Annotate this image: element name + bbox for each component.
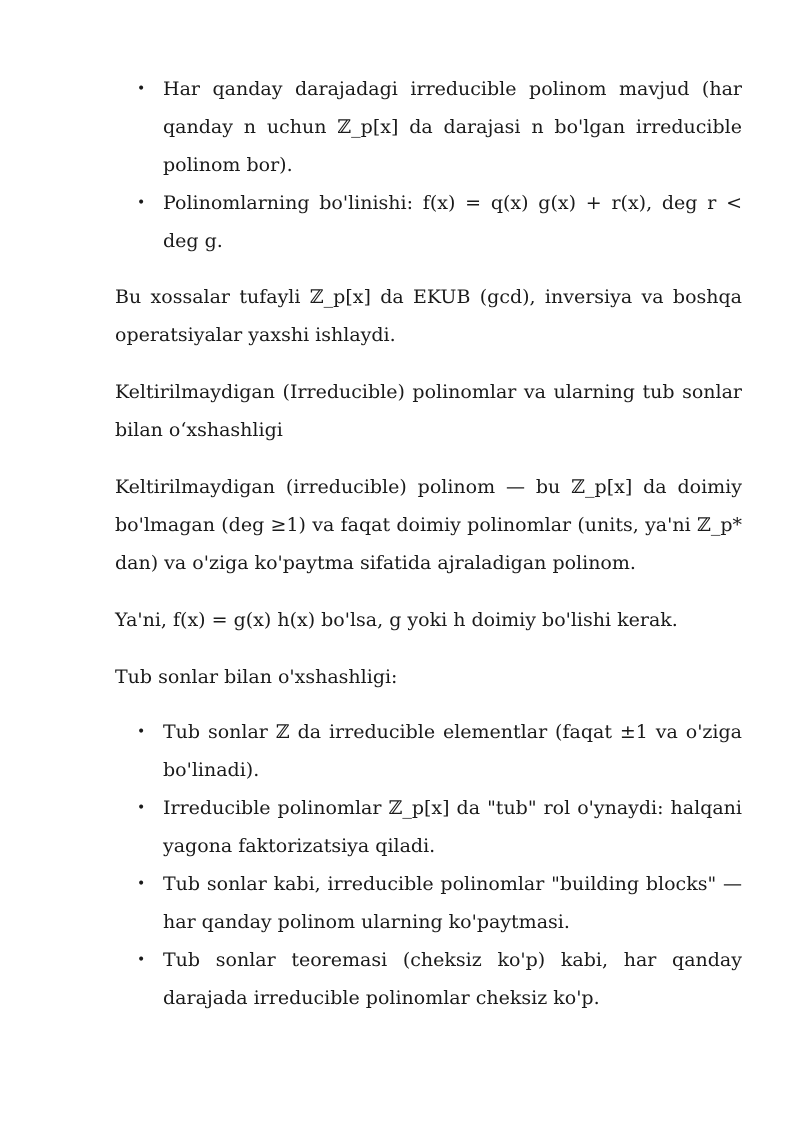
list-item [115, 184, 742, 260]
document-page [115, 70, 742, 1017]
paragraph-definition: Keltirilmaydigan (irreducible) polinom — bu ℤ_p[x] da doimiy bo'lmagan (deg ≥1) va faqat doimiy polinomlar (units, ya'ni ℤ_p* dan) va o'ziga ko'paytma sifatida ajraladigan polinom. [115, 476, 742, 574]
bullet-icon: • [137, 724, 146, 740]
list-item-text: Irreducible polinomlar ℤ_p[x] da "tub" rol o'ynaydi: halqani yagona faktorizatsiya qiladi. [163, 797, 742, 857]
bullet-icon: • [137, 81, 146, 97]
paragraph-properties-summary: Bu xossalar tufayli ℤ_p[x] da EKUB (gcd), inversiya va boshqa operatsiyalar yaxshi ishlaydi. [115, 286, 742, 346]
property-list [115, 70, 742, 260]
bullet-icon: • [137, 195, 146, 211]
list-item [115, 865, 742, 941]
list-item-text: Polinomlarning bo'linishi: f(x) = q(x) g(x) + r(x), deg r < deg g. [163, 192, 742, 252]
paragraph-factorization: Ya'ni, f(x) = g(x) h(x) bo'lsa, g yoki h doimiy bo'lishi kerak. [115, 609, 678, 631]
section-heading: Keltirilmaydigan (Irreducible) polinomlar va ularning tub sonlar bilan o‘xshashligi [115, 381, 742, 441]
list-item [115, 70, 742, 184]
bullet-icon: • [137, 800, 146, 816]
bullet-icon: • [137, 876, 146, 892]
analogy-list [115, 713, 742, 1017]
paragraph-analogy-intro: Tub sonlar bilan o'xshashligi: [115, 666, 398, 688]
list-item [115, 713, 742, 789]
list-item [115, 789, 742, 865]
bullet-icon: • [137, 952, 146, 968]
list-item [115, 941, 742, 1017]
list-item-text: Har qanday darajadagi irreducible polinom mavjud (har qanday n uchun ℤ_p[x] da darajasi n bo'lgan irreducible polinom bor). [163, 78, 742, 176]
list-item-text: Tub sonlar teoremasi (cheksiz ko'p) kabi, har qanday darajada irreducible polinomlar cheksiz ko'p. [163, 949, 742, 1009]
list-item-text: Tub sonlar kabi, irreducible polinomlar "building blocks" — har qanday polinom ularning ko'paytmasi. [163, 873, 742, 933]
list-item-text: Tub sonlar ℤ da irreducible elementlar (faqat ±1 va o'ziga bo'linadi). [163, 721, 742, 781]
